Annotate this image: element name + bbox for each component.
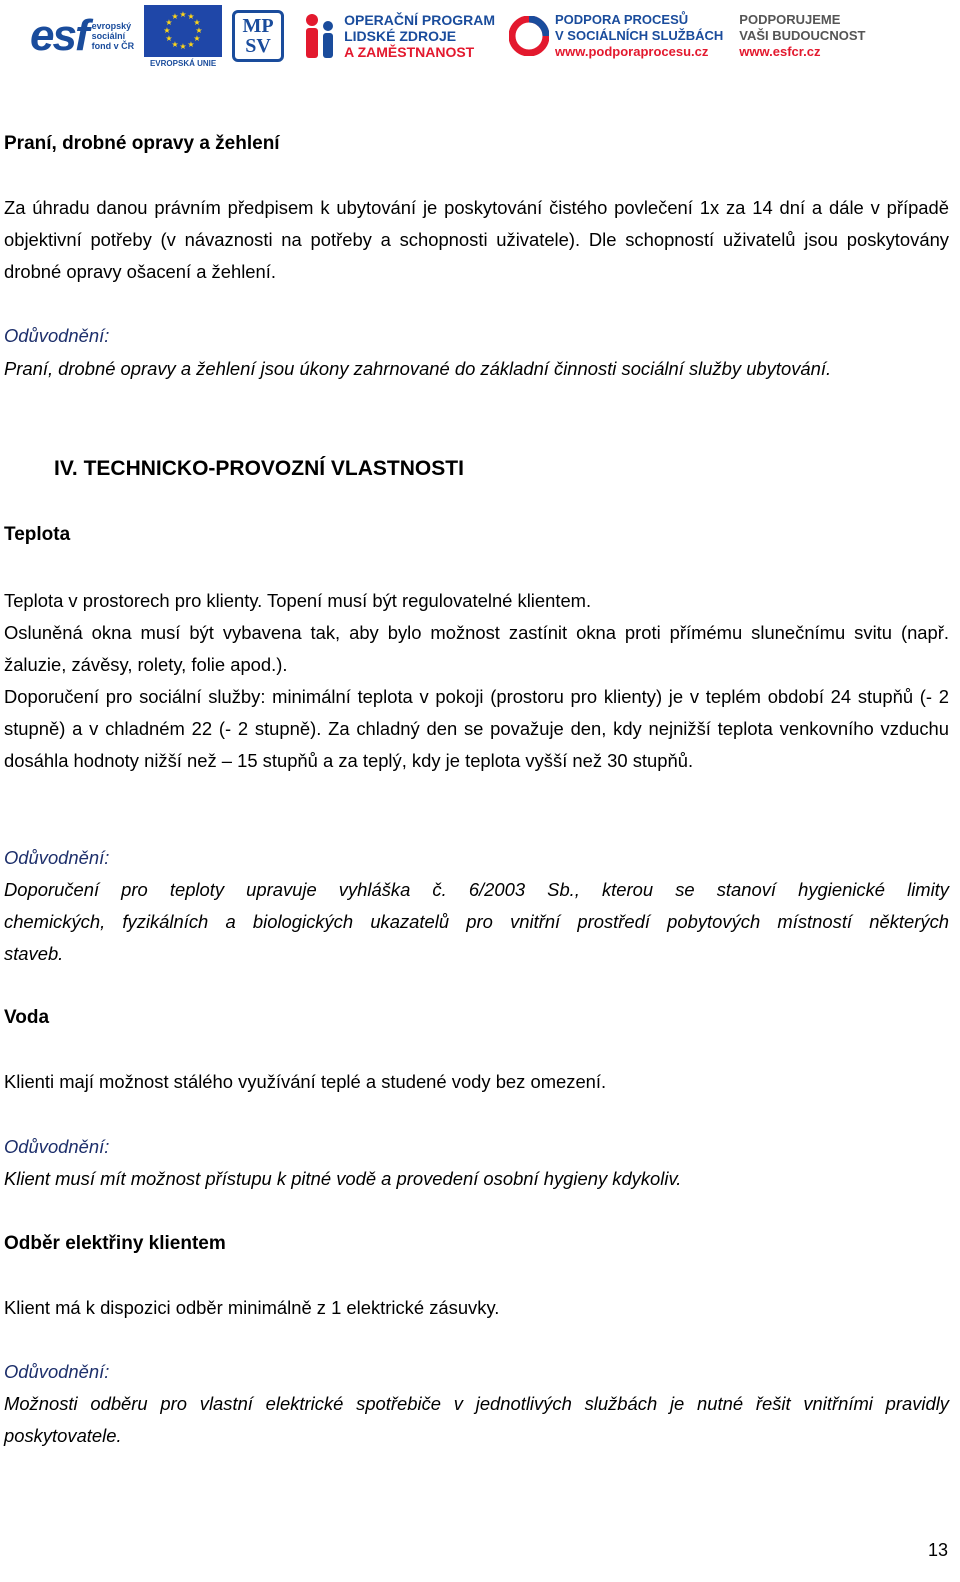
svg-text:★: ★ [165, 33, 173, 43]
mpsv-line: SV [245, 35, 271, 57]
paragraph-elektrina: Klient má k dispozici odběr minimálně z 1 elektrické zásuvky. [4, 1297, 500, 1318]
odduvodneni-text: Klient musí mít možnost přístupu k pitné vodě a provedení osobní hygieny kdykoliv. [4, 1168, 682, 1189]
svg-text:★: ★ [187, 11, 195, 21]
esf-logo [30, 11, 135, 60]
svg-text:★: ★ [179, 41, 187, 51]
mpsv-logo [232, 10, 284, 62]
eu-caption: EVROPSKÁ UNIE [149, 58, 217, 68]
heading-elektrina: Odběr elektřiny klientem [4, 1233, 226, 1254]
pp-line: www.podporaprocesu.cz [555, 44, 709, 59]
pb-line: PODPORUJEME [739, 12, 841, 27]
people-icon [300, 10, 338, 62]
svg-text:★: ★ [195, 25, 203, 35]
pp-line: PODPORA PROCESŮ [555, 12, 689, 27]
odduvodneni-label: Odůvodnění: [4, 1361, 110, 1382]
esf-caption-line: evropský [91, 21, 132, 31]
op-logo [300, 10, 495, 62]
op-text [344, 12, 495, 60]
odduvodneni-label: Odůvodnění: [4, 847, 110, 868]
paragraph-teplota-1: Teplota v prostorech pro klienty. Topení musí být regulovatelné klientem. [4, 590, 592, 611]
svg-text:★: ★ [171, 39, 179, 49]
paragraph-voda: Klienti mají možnost stálého využívání teplé a studené vody bez omezení. [4, 1071, 607, 1092]
pb-logo [739, 12, 865, 60]
swirl-icon [509, 16, 549, 56]
odduvodneni-text: Praní, drobné opravy a žehlení jsou úkony zahrnované do základní činnosti sociální služby ubytování. [4, 358, 832, 379]
svg-text:★: ★ [193, 33, 201, 43]
svg-text:★: ★ [165, 17, 173, 27]
page-number: 13 [927, 1540, 948, 1560]
paragraph-teplota-3: Doporučení pro sociální služby: minimální teplota v pokoji (prostoru pro klienty) je v teplém období 24 stupňů (- 2 stupně) a v chladném 22 (- 2 stupně). Za chladný den se považuje den, kdy nejnižší teplota venkovního vzduchu dosáhla hodnoty nižší než – 15 stupňů a za teplý, kdy je teplota vyšší než 30 stupňů. [4, 686, 949, 771]
heading-voda: Voda [4, 1007, 50, 1028]
odduvodneni-text: Možnosti odběru pro vlastní elektrické spotřebiče v jednotlivých službách je nutné řešit vnitřními pravidly poskytovatele. [4, 1393, 949, 1446]
svg-text:★: ★ [193, 17, 201, 27]
op-line: LIDSKÉ ZDROJE [344, 28, 457, 44]
esf-caption-line: fond v ČR [91, 41, 135, 51]
odduvodneni-label: Odůvodnění: [4, 325, 110, 346]
section-title: IV. TECHNICKO-PROVOZNÍ VLASTNOSTI [54, 457, 464, 480]
mpsv-line: MP [242, 15, 274, 37]
pb-line: VAŠI BUDOUCNOST [739, 28, 866, 43]
op-line: OPERAČNÍ PROGRAM [344, 12, 495, 28]
pp-text [555, 12, 723, 60]
esf-caption-line: sociální [91, 31, 126, 41]
pb-line: www.esfcr.cz [739, 44, 821, 59]
eu-logo [144, 5, 222, 68]
svg-text:★: ★ [171, 11, 179, 21]
svg-text:★: ★ [163, 25, 171, 35]
paragraph-teplota-2: Osluněná okna musí být vybavena tak, aby bylo možnost zastínit okna proti přímému slunečnímu svitu (např. žaluzie, závěsy, rolety, folie apod.). [4, 622, 949, 675]
esf-caption [92, 21, 135, 51]
esf-mark: esf [30, 11, 88, 60]
heading-prani: Praní, drobné opravy a žehlení [4, 133, 280, 154]
svg-text:★: ★ [187, 39, 195, 49]
pp-line: V SOCIÁLNÍCH SLUŽBÁCH [555, 28, 724, 43]
pp-logo [509, 12, 723, 60]
odduvodneni-text: Doporučení pro teploty upravuje vyhláška č. 6/2003 Sb., kterou se stanoví hygienické limity chemických, fyzikálních a biologických ukazatelů pro vnitřní prostředí pobytových místností některých staveb. [4, 879, 949, 964]
logo-bar [30, 4, 930, 68]
odduvodneni-label: Odůvodnění: [4, 1136, 110, 1157]
eu-flag-icon [144, 5, 222, 57]
op-line: A ZAMĚSTNANOST [344, 44, 475, 60]
paragraph-prani: Za úhradu danou právním předpisem k ubytování je poskytování čistého povlečení 1x za 14 dní a dále v případě objektivní potřeby (v návaznosti na potřeby a schopnosti uživatele). Dle schopností uživatelů jsou poskytovány drobné opravy ošacení a žehlení. [4, 197, 949, 282]
svg-text:★: ★ [179, 9, 187, 19]
heading-teplota: Teplota [4, 524, 71, 545]
